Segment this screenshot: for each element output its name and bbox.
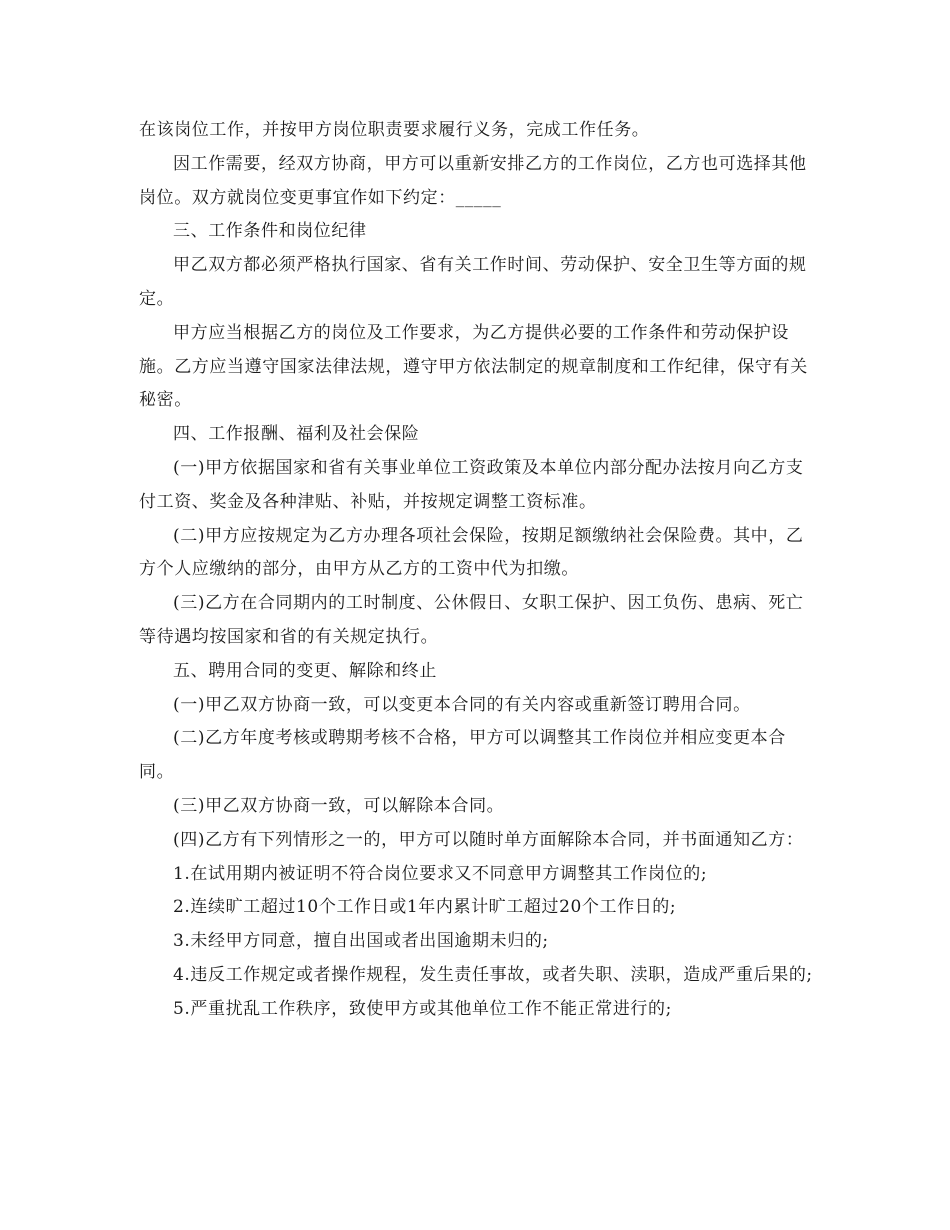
clause-5-3: (三)甲乙双方协商一致，可以解除本合同。 xyxy=(173,795,505,816)
clause-5-1: (一)甲乙双方协商一致，可以变更本合同的有关内容或重新签订聘用合同。 xyxy=(173,694,751,715)
section-heading-5: 五、聘用合同的变更、解除和终止 xyxy=(173,660,437,681)
clause-5-2: (二)乙方年度考核或聘期考核不合格，甲方可以调整其工作岗位并相应变更本合同。 xyxy=(139,728,786,783)
document-body xyxy=(139,114,819,1027)
paragraph-5: 甲方应当根据乙方的岗位及工作要求，为乙方提供必要的工作条件和劳动保护设施。乙方应当遵守国家法律法规，遵守甲方依法制定的规章制度和工作纪律，保守有关秘密。 xyxy=(139,322,808,411)
list-item-2: 2.连续旷工超过10个工作日或1年内累计旷工超过20个工作日的; xyxy=(173,897,677,918)
list-item-1: 1.在试用期内被证明不符合岗位要求又不同意甲方调整其工作岗位的; xyxy=(173,863,708,884)
clause-4-3: (三)乙方在合同期内的工时制度、公休假日、女职工保护、因工负伤、患病、死亡等待遇均按国家和省的有关规定执行。 xyxy=(139,593,804,647)
list-item-5: 5.严重扰乱工作秩序，致使甲方或其他单位工作不能正常进行的; xyxy=(173,998,672,1019)
paragraph-2: 因工作需要，经双方协商，甲方可以重新安排乙方的工作岗位，乙方也可选择其他岗位。双方就岗位变更事宜作如下约定：_____ xyxy=(139,153,807,208)
clause-4-2: (二)甲方应按规定为乙方办理各项社会保险，按期足额缴纳社会保险费。其中，乙方个人应缴纳的部分，由甲方从乙方的工资中代为扣缴。 xyxy=(139,525,804,580)
section-heading-3: 三、工作条件和岗位纪律 xyxy=(173,221,367,242)
paragraph-4: 甲乙双方都必须严格执行国家、省有关工作时间、劳动保护、安全卫生等方面的规定。 xyxy=(139,255,807,309)
clause-4-1: (一)甲方依据国家和省有关事业单位工资政策及本单位内部分配办法按月向乙方支付工资、奖金及各种津贴、补贴，并按规定调整工资标准。 xyxy=(139,457,804,512)
list-item-3: 3.未经甲方同意，擅自出国或者出国逾期未归的; xyxy=(173,931,549,952)
list-item-4: 4.违反工作规定或者操作规程，发生责任事故，或者失职、渎职，造成严重后果的; xyxy=(173,964,813,985)
clause-5-4: (四)乙方有下列情形之一的，甲方可以随时单方面解除本合同，并书面通知乙方： xyxy=(173,829,804,850)
section-heading-4: 四、工作报酬、福利及社会保险 xyxy=(173,424,420,445)
paragraph-1: 在该岗位工作，并按甲方岗位职责要求履行义务，完成工作任务。 xyxy=(139,120,650,140)
